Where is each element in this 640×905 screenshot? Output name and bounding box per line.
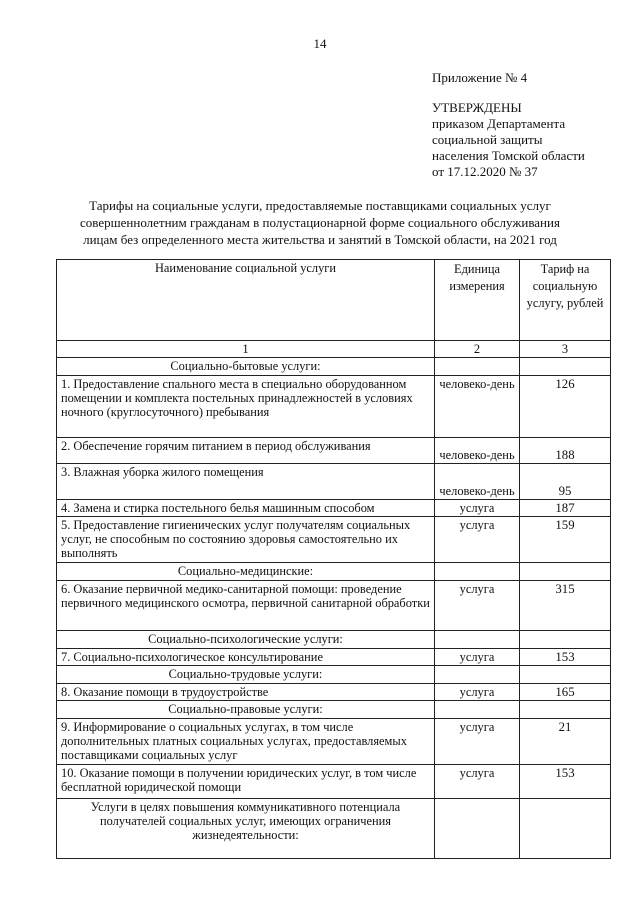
price-cell [520,799,611,859]
table-row [57,765,611,799]
unit-cell: услуга [435,765,520,799]
table-row [57,649,611,666]
unit-cell: услуга [435,649,520,666]
section-title: Услуги в целях повышения коммуникативного потенциала получателей социальных услуг, имеющих ограничения жизнедеятельности: [57,799,435,859]
section-row [57,563,611,581]
title-line: лицам без определенного места жительства и занятий в Томской области, на 2021 год [83,232,557,247]
unit-cell: услуга [435,581,520,631]
section-row [57,701,611,719]
price-cell [520,563,611,581]
price-cell [520,358,611,376]
header-tariff: Тариф на социальную услугу, рублей [520,260,611,341]
approval-line: приказом Департамента [432,116,566,131]
price-cell: 95 [520,464,611,500]
service-name: 7. Социально-психологическое консультирование [57,649,435,666]
service-name: 10. Оказание помощи в получении юридических услуг, в том числе бесплатной юридической помощи [57,765,435,799]
unit-cell [435,701,520,719]
page-number: 14 [313,36,327,51]
unit-cell: услуга [435,517,520,563]
price-cell: 165 [520,684,611,701]
unit-cell: услуга [435,684,520,701]
unit-cell: человеко-день [435,464,520,500]
approval-line: от 17.12.2020 № 37 [432,164,538,179]
unit-cell: услуга [435,719,520,765]
section-title: Социально-правовые услуги: [57,701,435,719]
table-row [57,517,611,563]
section-row [57,666,611,684]
column-number: 3 [520,341,611,358]
unit-cell [435,358,520,376]
title-line: Тарифы на социальные услуги, предоставляемые поставщиками социальных услуг [89,198,551,213]
approval-line: социальной защиты [432,132,543,147]
unit-cell [435,799,520,859]
table-row [57,719,611,765]
table-header-row [57,260,611,341]
service-name: 8. Оказание помощи в трудоустройстве [57,684,435,701]
section-row [57,799,611,859]
unit-cell: человеко-день [435,376,520,438]
price-cell: 153 [520,649,611,666]
section-row [57,358,611,376]
price-cell: 21 [520,719,611,765]
section-title: Социально-бытовые услуги: [57,358,435,376]
service-name: 1. Предоставление спального места в специально оборудованном помещении и комплекта постельных принадлежностей в условиях ночного (круглосуточного) пребывания [57,376,435,438]
title-line: совершеннолетним гражданам в полустационарной форме социального обслуживания [80,215,560,230]
price-cell: 153 [520,765,611,799]
unit-cell [435,631,520,649]
price-cell [520,666,611,684]
price-cell: 188 [520,438,611,464]
table-row [57,500,611,517]
approval-block [432,100,585,180]
unit-cell: услуга [435,500,520,517]
section-row [57,631,611,649]
section-title: Социально-трудовые услуги: [57,666,435,684]
section-title: Социально-медицинские: [57,563,435,581]
price-cell [520,631,611,649]
section-title: Социально-психологические услуги: [57,631,435,649]
unit-cell: человеко-день [435,438,520,464]
price-cell: 187 [520,500,611,517]
service-name: 6. Оказание первичной медико-санитарной помощи: проведение первичного медицинского осмотра, первичной санитарной обработки [57,581,435,631]
column-number: 2 [435,341,520,358]
service-name: 3. Влажная уборка жилого помещения [57,464,435,500]
service-name: 4. Замена и стирка постельного белья машинным способом [57,500,435,517]
service-name: 5. Предоставление гигиенических услуг получателям социальных услуг, не способным по состоянию здоровья самостоятельно их выполнять [57,517,435,563]
column-number: 1 [57,341,435,358]
approval-word: УТВЕРЖДЕНЫ [432,100,522,115]
price-cell: 159 [520,517,611,563]
price-cell: 315 [520,581,611,631]
header-service-name: Наименование социальной услуги [57,260,435,341]
service-name: 9. Информирование о социальных услугах, в том числе дополнительных платных социальных услугах, предоставляемых поставщиками социальных услуг [57,719,435,765]
column-numbers-row [57,341,611,358]
price-cell: 126 [520,376,611,438]
table-row [57,376,611,438]
unit-cell [435,563,520,581]
table-row [57,464,611,500]
document-title [40,197,600,248]
unit-cell [435,666,520,684]
service-name: 2. Обеспечение горячим питанием в период обслуживания [57,438,435,464]
table-row [57,438,611,464]
approval-line: населения Томской области [432,148,585,163]
table-row [57,684,611,701]
price-cell [520,701,611,719]
annex-label: Приложение № 4 [432,70,528,85]
table-row [57,581,611,631]
header-unit: Единица измерения [435,260,520,341]
tariff-table [56,259,611,859]
